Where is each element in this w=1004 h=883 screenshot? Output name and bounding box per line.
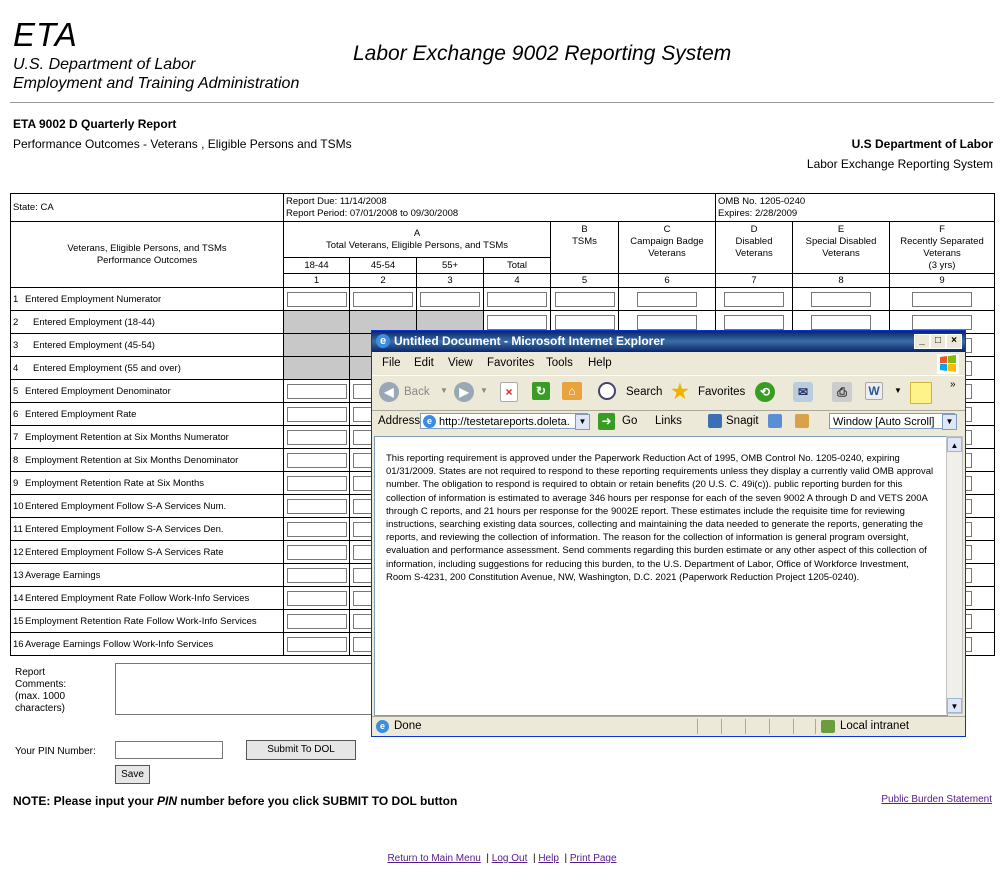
address-dropdown-icon[interactable]: ▼ xyxy=(575,414,590,430)
pin-input[interactable] xyxy=(115,741,223,759)
value-cell xyxy=(284,633,350,656)
menubar xyxy=(372,353,965,374)
system-title: Labor Exchange 9002 Reporting System xyxy=(353,42,732,65)
report-period-cell: Report Due: 11/14/2008 Report Period: 07/01/2008 to 09/30/2008 xyxy=(284,194,716,222)
favorites-button[interactable]: Favorites xyxy=(698,386,746,398)
row-label-text: Average Earnings Follow Work-Info Services xyxy=(25,638,214,650)
row-label-text: Entered Employment Follow S-A Services Num. xyxy=(25,500,227,512)
value-cell xyxy=(284,449,350,472)
row-label-text: Entered Employment (18-44) xyxy=(33,316,155,328)
value-cell xyxy=(284,403,350,426)
row-label xyxy=(11,610,284,633)
page-ie-icon: e xyxy=(423,415,436,428)
row-number: 16 xyxy=(13,638,24,650)
col-number-6: 6 xyxy=(619,274,716,288)
col-number-7: 7 xyxy=(716,274,793,288)
ie-icon: e xyxy=(376,334,390,348)
row-label-text: Entered Employment Rate Follow Work-Info Services xyxy=(25,592,250,604)
row-label-text: Average Earnings xyxy=(25,569,101,581)
col-number-9: 9 xyxy=(890,274,995,288)
value-input[interactable] xyxy=(287,568,347,583)
value-cell xyxy=(284,334,350,357)
toolbar-overflow-icon[interactable]: » xyxy=(950,379,956,390)
agency-line-1: U.S. Department of Labor xyxy=(13,56,196,73)
row-number: 15 xyxy=(13,615,24,627)
word-icon[interactable]: W xyxy=(865,382,883,400)
row-label xyxy=(11,587,284,610)
row-label-text: Entered Employment Numerator xyxy=(25,293,162,305)
value-cell xyxy=(284,518,350,541)
submit-to-dol-button[interactable]: Submit To DOL xyxy=(246,740,356,760)
value-input[interactable] xyxy=(724,292,784,307)
maximize-icon[interactable]: □ xyxy=(930,334,946,349)
note-icon[interactable] xyxy=(910,382,932,404)
status-divider xyxy=(745,719,746,734)
row-label xyxy=(11,288,284,311)
row-number: 9 xyxy=(13,477,19,489)
row-number: 1 xyxy=(13,293,19,305)
value-input[interactable] xyxy=(287,614,347,629)
value-input[interactable] xyxy=(287,407,347,422)
report-title: ETA 9002 D Quarterly Report xyxy=(13,117,177,131)
value-input[interactable] xyxy=(287,292,347,307)
refresh-icon[interactable]: ↻ xyxy=(532,382,550,400)
capture-mode-select[interactable]: Window [Auto Scroll] xyxy=(829,413,955,429)
menu-edit[interactable]: Edit xyxy=(414,357,434,369)
status-divider xyxy=(815,719,816,734)
row-label xyxy=(11,633,284,656)
ie-toolbar xyxy=(372,375,965,411)
col-d-header: D Disabled Veterans xyxy=(716,222,793,274)
table-row xyxy=(11,288,995,311)
value-input[interactable] xyxy=(487,292,547,307)
row-number: 13 xyxy=(13,569,24,581)
value-input[interactable] xyxy=(287,476,347,491)
value-cell xyxy=(551,288,619,311)
report-subtitle: Performance Outcomes - Veterans , Eligible Persons and TSMs xyxy=(13,137,352,151)
value-input[interactable] xyxy=(637,315,697,330)
go-button[interactable]: Go xyxy=(622,415,638,427)
row-label xyxy=(11,449,284,472)
row-label xyxy=(11,403,284,426)
row-number: 8 xyxy=(13,454,19,466)
search-icon[interactable] xyxy=(598,382,616,400)
mail-icon[interactable]: ✉ xyxy=(793,382,813,402)
value-input[interactable] xyxy=(724,315,784,330)
row-label-text: Employment Retention at Six Months Numerator xyxy=(25,431,229,443)
value-cell xyxy=(284,426,350,449)
value-cell xyxy=(284,564,350,587)
col-a-sub-4: Total xyxy=(484,258,551,274)
row-label xyxy=(11,495,284,518)
col-number-2: 2 xyxy=(350,274,417,288)
value-cell xyxy=(619,288,716,311)
back-button[interactable]: Back xyxy=(404,386,430,398)
address-label: Address xyxy=(378,415,421,427)
save-button[interactable]: Save xyxy=(115,765,150,784)
value-input[interactable] xyxy=(555,315,615,330)
row-label-text: Entered Employment (55 and over) xyxy=(33,362,181,374)
popup-content xyxy=(374,436,948,716)
header-divider xyxy=(10,102,994,103)
eta-logo: ETA xyxy=(13,16,78,53)
value-cell xyxy=(284,610,350,633)
footer-links xyxy=(0,853,1004,864)
col-f-header: F Recently Separated Veterans (3 yrs) xyxy=(890,222,995,274)
public-burden-link[interactable]: Public Burden Statement xyxy=(881,794,992,805)
value-input[interactable] xyxy=(912,315,972,330)
home-icon[interactable]: ⌂ xyxy=(562,382,582,400)
vertical-scrollbar[interactable] xyxy=(946,436,963,714)
help-link[interactable]: Help xyxy=(538,853,559,864)
print-icon[interactable]: ⎙ xyxy=(832,382,852,402)
value-input[interactable] xyxy=(287,591,347,606)
menu-favorites[interactable]: Favorites xyxy=(487,357,535,369)
row-label xyxy=(11,380,284,403)
row-label-text: Employment Retention Rate at Six Months xyxy=(25,477,205,489)
row-label xyxy=(11,311,284,334)
dept-system: Labor Exchange Reporting System xyxy=(806,157,993,171)
value-input[interactable] xyxy=(637,292,697,307)
value-cell xyxy=(890,288,995,311)
value-input[interactable] xyxy=(287,453,347,468)
intranet-icon xyxy=(821,720,835,733)
value-cell xyxy=(284,357,350,380)
value-cell xyxy=(284,288,350,311)
stop-icon[interactable]: × xyxy=(500,382,518,402)
done-ie-icon: e xyxy=(376,720,389,733)
status-done: Done xyxy=(394,720,422,732)
back-arrow-icon[interactable]: ◀ xyxy=(379,382,399,402)
value-input[interactable] xyxy=(287,384,347,399)
footer-separator: | xyxy=(486,853,489,864)
row-label xyxy=(11,357,284,380)
value-cell xyxy=(417,288,484,311)
col-number-4: 4 xyxy=(484,274,551,288)
row-label-text: Employment Retention at Six Months Denominator xyxy=(25,454,239,466)
status-divider xyxy=(793,719,794,734)
col-a-sub-1: 18-44 xyxy=(284,258,350,274)
value-cell xyxy=(284,587,350,610)
logout-link[interactable]: Log Out xyxy=(491,853,528,864)
col-a-sub-3: 55+ xyxy=(417,258,484,274)
footer-separator: | xyxy=(564,853,568,864)
value-input[interactable] xyxy=(287,430,347,445)
ie-popup-window xyxy=(371,330,966,737)
go-arrow-icon[interactable]: ➜ xyxy=(598,413,615,430)
row-label-text: Employment Retention Rate Follow Work-Info Services xyxy=(25,615,257,627)
value-cell xyxy=(284,380,350,403)
row-label xyxy=(11,564,284,587)
row-number: 10 xyxy=(13,500,24,512)
edit-dropdown-icon[interactable]: ▼ xyxy=(894,386,902,395)
row-label-text: Entered Employment Rate xyxy=(25,408,137,420)
col-number-1: 1 xyxy=(284,274,350,288)
value-cell xyxy=(793,288,890,311)
close-icon[interactable]: × xyxy=(946,334,962,349)
snagit-icon[interactable] xyxy=(708,414,722,428)
value-cell xyxy=(284,495,350,518)
row-number: 4 xyxy=(13,362,19,374)
value-input[interactable] xyxy=(912,292,972,307)
value-input[interactable] xyxy=(287,545,347,560)
value-cell xyxy=(284,541,350,564)
value-input[interactable] xyxy=(287,499,347,514)
minimize-icon[interactable]: _ xyxy=(914,334,930,349)
value-input[interactable] xyxy=(420,292,480,307)
value-cell xyxy=(484,288,551,311)
value-cell xyxy=(716,288,793,311)
row-label xyxy=(11,426,284,449)
agency-line-2: Employment and Training Administration xyxy=(13,75,300,92)
status-zone: Local intranet xyxy=(840,720,910,732)
value-input[interactable] xyxy=(353,292,413,307)
capture-mode-dropdown-icon[interactable]: ▼ xyxy=(942,414,957,430)
menu-file[interactable]: File xyxy=(382,357,401,369)
capture-settings-icon[interactable] xyxy=(795,414,809,428)
outcomes-header: Veterans, Eligible Persons, and TSMs Performance Outcomes xyxy=(11,222,284,288)
value-input[interactable] xyxy=(287,637,347,652)
forward-arrow-icon[interactable]: ▶ xyxy=(454,382,474,402)
scroll-down-icon[interactable]: ▼ xyxy=(947,698,962,713)
popup-title: Untitled Document - Microsoft Internet Explorer xyxy=(394,334,665,348)
scroll-up-icon[interactable]: ▲ xyxy=(947,437,962,452)
col-e-header: E Special Disabled Veterans xyxy=(793,222,890,274)
value-input[interactable] xyxy=(555,292,615,307)
history-icon[interactable]: ⟲ xyxy=(755,382,775,402)
row-label xyxy=(11,541,284,564)
value-input[interactable] xyxy=(487,315,547,330)
col-number-3: 3 xyxy=(417,274,484,288)
search-button[interactable]: Search xyxy=(626,386,663,398)
value-cell xyxy=(284,311,350,334)
value-cell xyxy=(284,472,350,495)
value-input[interactable] xyxy=(287,522,347,537)
row-number: 3 xyxy=(13,339,19,351)
return-main-menu-link[interactable]: Return to Main Menu xyxy=(387,853,481,864)
col-number-8: 8 xyxy=(793,274,890,288)
omb-cell: OMB No. 1205-0240 Expires: 2/28/2009 xyxy=(716,194,995,222)
menu-help[interactable]: Help xyxy=(588,357,612,369)
row-number: 14 xyxy=(13,592,24,604)
row-label-text: Entered Employment (45-54) xyxy=(33,339,155,351)
menu-view[interactable]: View xyxy=(448,357,473,369)
value-cell xyxy=(350,288,417,311)
value-input[interactable] xyxy=(811,315,871,330)
row-label xyxy=(11,334,284,357)
row-number: 7 xyxy=(13,431,19,443)
favorites-star-icon[interactable]: ★ xyxy=(671,381,689,403)
state-cell: State: CA xyxy=(11,194,284,222)
links-button[interactable]: Links xyxy=(655,415,682,427)
row-number: 5 xyxy=(13,385,19,397)
snagit-button[interactable]: Snagit xyxy=(726,415,759,427)
row-number: 12 xyxy=(13,546,24,558)
status-divider xyxy=(769,719,770,734)
status-divider xyxy=(721,719,722,734)
status-bar xyxy=(372,716,965,737)
forward-dropdown-icon[interactable]: ▼ xyxy=(480,386,488,395)
print-page-link[interactable]: Print Page xyxy=(569,853,617,864)
row-number: 11 xyxy=(13,523,23,535)
dept-name: U.S Department of Labor xyxy=(851,137,993,151)
value-input[interactable] xyxy=(811,292,871,307)
status-divider xyxy=(697,719,698,734)
row-label xyxy=(11,518,284,541)
row-number: 2 xyxy=(13,316,19,328)
row-label-text: Entered Employment Follow S-A Services Rate xyxy=(25,546,224,558)
popup-titlebar[interactable] xyxy=(372,331,965,352)
address-input[interactable]: http://testetareports.doleta. xyxy=(420,413,588,429)
menu-tools[interactable]: Tools xyxy=(546,357,573,369)
capture-icon[interactable] xyxy=(768,414,782,428)
footer-separator: | xyxy=(532,853,536,864)
pin-note: NOTE: Please input your PIN number before you click SUBMIT TO DOL button xyxy=(13,794,458,808)
col-a-header: A Total Veterans, Eligible Persons, and TSMs xyxy=(284,222,551,258)
comments-label: Report Comments: (max. 1000 characters) xyxy=(15,667,67,714)
burden-statement-text: This reporting requirement is approved under the Paperwork Reduction Act of 1995, OMB Control No. 1205-0240, expiring 01/31/2009. States are not required to respond to these reporting requirements unless they display a currently valid OMB approval number. The obligation to respond is required to obtain or retain benefits (20 U.S. C. 49i(c)). public reporting burden for this collection of information is estimated to average 346 hours per response for each of the seven 9002 A through D and VETS 200A through C reports, and 21 hours per response for the 9002E report. These estimates include the requisite time for reviewing instructions, searching existing data sources, collecting and maintaining the data needed to generate the reports, generating the reports, and reviewing the collection of information. The reason for the collection of information is general program oversight, evaluation and performance assessment. Send comments regarding this burden estimate or any other aspect of this collection of information, including suggestions for reducing this burden, to the U.S. Department of Labor, Office of Workforce Investment, Room S-4231, 200 Constitution Avenue, NW, Washington, D.C. 2021 (Paperwork Reduction Project 1205-0240). xyxy=(386,453,934,583)
windows-logo-icon xyxy=(937,354,959,374)
address-bar xyxy=(372,410,965,434)
back-dropdown-icon[interactable]: ▼ xyxy=(440,386,448,395)
pin-label: Your PIN Number: xyxy=(15,746,96,757)
col-a-sub-2: 45-54 xyxy=(350,258,417,274)
col-c-header: C Campaign Badge Veterans xyxy=(619,222,716,274)
row-label xyxy=(11,472,284,495)
row-label-text: Entered Employment Follow S-A Services Den. xyxy=(25,523,224,535)
row-label-text: Entered Employment Denominator xyxy=(25,385,171,397)
row-number: 6 xyxy=(13,408,19,420)
col-number-5: 5 xyxy=(551,274,619,288)
col-b-header: B TSMs xyxy=(551,222,619,274)
